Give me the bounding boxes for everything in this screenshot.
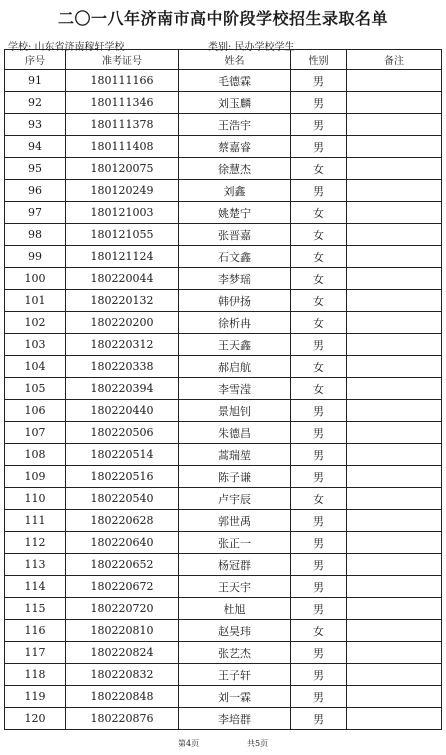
gender-cell: 女 [291, 356, 347, 378]
note-cell [347, 686, 442, 708]
gender-cell: 男 [291, 532, 347, 554]
row-number: 91 [5, 70, 66, 92]
exam-id-cell: 180220628 [66, 510, 179, 532]
note-cell [347, 268, 442, 290]
exam-id-cell: 180121055 [66, 224, 179, 246]
gender-cell: 男 [291, 664, 347, 686]
note-cell [347, 444, 442, 466]
gender-cell: 女 [291, 378, 347, 400]
exam-id-cell: 180220824 [66, 642, 179, 664]
student-name-cell: 杨冠群 [179, 554, 291, 576]
note-cell [347, 708, 442, 730]
row-number: 112 [5, 532, 66, 554]
student-name-cell: 蒿瑞堃 [179, 444, 291, 466]
table-row [5, 180, 442, 202]
row-number: 106 [5, 400, 66, 422]
student-name-cell: 李培群 [179, 708, 291, 730]
student-name-cell: 韩伊扬 [179, 290, 291, 312]
gender-cell: 女 [291, 224, 347, 246]
gender-cell: 男 [291, 114, 347, 136]
note-cell [347, 598, 442, 620]
exam-id-cell: 180220832 [66, 664, 179, 686]
row-number: 118 [5, 664, 66, 686]
student-name-cell: 张艺杰 [179, 642, 291, 664]
note-cell [347, 180, 442, 202]
gender-cell: 女 [291, 312, 347, 334]
note-cell [347, 400, 442, 422]
row-number: 111 [5, 510, 66, 532]
table-row [5, 708, 442, 730]
row-number: 108 [5, 444, 66, 466]
row-number: 101 [5, 290, 66, 312]
gender-cell: 女 [291, 268, 347, 290]
row-number: 96 [5, 180, 66, 202]
student-name-cell: 杜旭 [179, 598, 291, 620]
table-row [5, 268, 442, 290]
table-row [5, 664, 442, 686]
table-row [5, 92, 442, 114]
row-number: 113 [5, 554, 66, 576]
row-number: 105 [5, 378, 66, 400]
student-name-cell: 王浩宇 [179, 114, 291, 136]
gender-cell: 男 [291, 466, 347, 488]
note-cell [347, 488, 442, 510]
gender-cell: 女 [291, 290, 347, 312]
table-row [5, 576, 442, 598]
gender-cell: 男 [291, 334, 347, 356]
exam-id-cell: 180220200 [66, 312, 179, 334]
row-number: 95 [5, 158, 66, 180]
gender-cell: 女 [291, 202, 347, 224]
table-row [5, 202, 442, 224]
student-name-cell: 卢宇辰 [179, 488, 291, 510]
note-cell [347, 246, 442, 268]
student-name-cell: 郝启航 [179, 356, 291, 378]
table-row [5, 488, 442, 510]
row-number: 120 [5, 708, 66, 730]
student-name-cell: 刘一霖 [179, 686, 291, 708]
page-total: 共5页 [247, 739, 269, 748]
exam-id-cell: 180220394 [66, 378, 179, 400]
note-cell [347, 114, 442, 136]
col-header-exam-id: 准考证号 [66, 50, 179, 70]
table-row [5, 554, 442, 576]
note-cell [347, 620, 442, 642]
student-name-cell: 李雪滢 [179, 378, 291, 400]
row-number: 119 [5, 686, 66, 708]
table-row [5, 444, 442, 466]
student-name-cell: 王天宇 [179, 576, 291, 598]
gender-cell: 男 [291, 576, 347, 598]
row-number: 100 [5, 268, 66, 290]
table-row [5, 334, 442, 356]
note-cell [347, 312, 442, 334]
exam-id-cell: 180121124 [66, 246, 179, 268]
col-header-number: 序号 [5, 50, 66, 70]
gender-cell: 男 [291, 400, 347, 422]
gender-cell: 男 [291, 180, 347, 202]
table-row [5, 510, 442, 532]
admission-table [4, 49, 442, 730]
table-row [5, 158, 442, 180]
student-name-cell: 毛德霖 [179, 70, 291, 92]
exam-id-cell: 180220848 [66, 686, 179, 708]
table-row [5, 598, 442, 620]
note-cell [347, 224, 442, 246]
note-cell [347, 664, 442, 686]
exam-id-cell: 180220506 [66, 422, 179, 444]
student-name-cell: 蔡嘉睿 [179, 136, 291, 158]
row-number: 110 [5, 488, 66, 510]
exam-id-cell: 180121003 [66, 202, 179, 224]
note-cell [347, 92, 442, 114]
student-name-cell: 赵昊玮 [179, 620, 291, 642]
note-cell [347, 136, 442, 158]
table-body [5, 70, 442, 730]
exam-id-cell: 180220440 [66, 400, 179, 422]
table-row [5, 356, 442, 378]
row-number: 94 [5, 136, 66, 158]
gender-cell: 男 [291, 686, 347, 708]
category-line: 类别: 民办学校学生 [208, 42, 295, 53]
note-cell [347, 202, 442, 224]
note-cell [347, 422, 442, 444]
exam-id-cell: 180220640 [66, 532, 179, 554]
table-header-row [5, 50, 442, 70]
table-row [5, 400, 442, 422]
col-header-note: 备注 [347, 50, 442, 70]
student-name-cell: 徐慧杰 [179, 158, 291, 180]
student-name-cell: 张晋嘉 [179, 224, 291, 246]
table-row [5, 620, 442, 642]
student-name-cell: 刘鑫 [179, 180, 291, 202]
note-cell [347, 554, 442, 576]
exam-id-cell: 180220312 [66, 334, 179, 356]
row-number: 103 [5, 334, 66, 356]
row-number: 116 [5, 620, 66, 642]
table-row [5, 422, 442, 444]
table-row [5, 246, 442, 268]
col-header-gender: 性别 [291, 50, 347, 70]
note-cell [347, 466, 442, 488]
exam-id-cell: 180220672 [66, 576, 179, 598]
note-cell [347, 642, 442, 664]
gender-cell: 男 [291, 510, 347, 532]
row-number: 98 [5, 224, 66, 246]
table-row [5, 532, 442, 554]
document-title: 二〇一八年济南市高中阶段学校招生录取名单 [57, 9, 388, 28]
table-row [5, 224, 442, 246]
gender-cell: 男 [291, 642, 347, 664]
gender-cell: 女 [291, 158, 347, 180]
exam-id-cell: 180120075 [66, 158, 179, 180]
gender-cell: 男 [291, 70, 347, 92]
note-cell [347, 532, 442, 554]
row-number: 102 [5, 312, 66, 334]
note-cell [347, 510, 442, 532]
note-cell [347, 70, 442, 92]
row-number: 92 [5, 92, 66, 114]
exam-id-cell: 180111408 [66, 136, 179, 158]
row-number: 114 [5, 576, 66, 598]
note-cell [347, 356, 442, 378]
row-number: 104 [5, 356, 66, 378]
gender-cell: 女 [291, 620, 347, 642]
student-name-cell: 姚楚宁 [179, 202, 291, 224]
row-number: 117 [5, 642, 66, 664]
table-row [5, 114, 442, 136]
exam-id-cell: 180220720 [66, 598, 179, 620]
student-name-cell: 李梦瑶 [179, 268, 291, 290]
student-name-cell: 张正一 [179, 532, 291, 554]
exam-id-cell: 180111166 [66, 70, 179, 92]
exam-id-cell: 180120249 [66, 180, 179, 202]
student-name-cell: 石文鑫 [179, 246, 291, 268]
note-cell [347, 290, 442, 312]
exam-id-cell: 180220810 [66, 620, 179, 642]
student-name-cell: 朱德昌 [179, 422, 291, 444]
student-name-cell: 刘玉麟 [179, 92, 291, 114]
table-row [5, 290, 442, 312]
table-row [5, 686, 442, 708]
gender-cell: 男 [291, 136, 347, 158]
exam-id-cell: 180220652 [66, 554, 179, 576]
student-name-cell: 陈子谦 [179, 466, 291, 488]
student-name-cell: 徐析冉 [179, 312, 291, 334]
row-number: 115 [5, 598, 66, 620]
exam-id-cell: 180220514 [66, 444, 179, 466]
student-name-cell: 景旭钊 [179, 400, 291, 422]
exam-id-cell: 180220540 [66, 488, 179, 510]
gender-cell: 男 [291, 444, 347, 466]
exam-id-cell: 180220516 [66, 466, 179, 488]
student-name-cell: 王子轩 [179, 664, 291, 686]
row-number: 99 [5, 246, 66, 268]
table-row [5, 378, 442, 400]
gender-cell: 男 [291, 598, 347, 620]
gender-cell: 男 [291, 422, 347, 444]
table-row [5, 136, 442, 158]
table-row [5, 642, 442, 664]
gender-cell: 男 [291, 554, 347, 576]
note-cell [347, 158, 442, 180]
student-name-cell: 王天鑫 [179, 334, 291, 356]
exam-id-cell: 180220132 [66, 290, 179, 312]
page-number: 第4页 [178, 739, 200, 748]
row-number: 97 [5, 202, 66, 224]
row-number: 107 [5, 422, 66, 444]
exam-id-cell: 180111378 [66, 114, 179, 136]
exam-id-cell: 180111346 [66, 92, 179, 114]
table-row [5, 466, 442, 488]
exam-id-cell: 180220338 [66, 356, 179, 378]
note-cell [347, 378, 442, 400]
exam-id-cell: 180220044 [66, 268, 179, 290]
row-number: 109 [5, 466, 66, 488]
table-row [5, 70, 442, 92]
gender-cell: 女 [291, 246, 347, 268]
row-number: 93 [5, 114, 66, 136]
gender-cell: 女 [291, 488, 347, 510]
student-name-cell: 郭世禹 [179, 510, 291, 532]
note-cell [347, 576, 442, 598]
gender-cell: 男 [291, 92, 347, 114]
school-line: 学校: 山东省济南稼轩学校 [8, 42, 125, 53]
gender-cell: 男 [291, 708, 347, 730]
exam-id-cell: 180220876 [66, 708, 179, 730]
table-row [5, 312, 442, 334]
note-cell [347, 334, 442, 356]
col-header-name: 姓名 [179, 50, 291, 70]
